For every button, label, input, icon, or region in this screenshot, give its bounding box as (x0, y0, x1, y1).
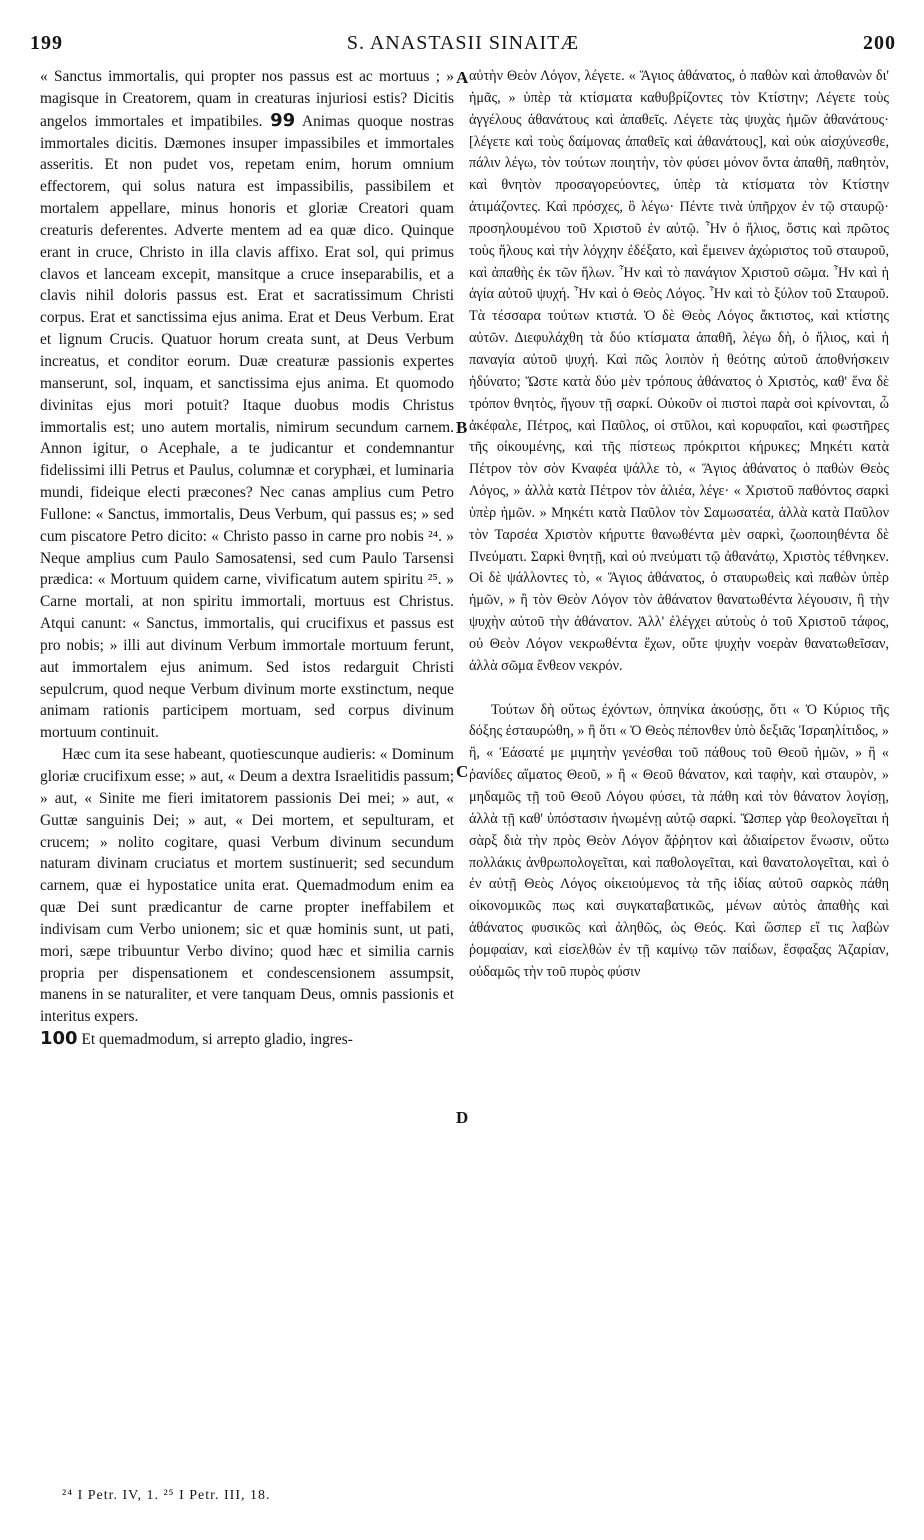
latin-text: Animas quoque nostras immortales dicitis. Dæmones insuper impassibiles et immortales asseritis. Et non pudet vos, repetam enim, horum omnium effectorem, qui solus natura est impassibilis, passibilem et mortalem appellare, minus honoris et gloriæ Creatori quam creaturis deferentes. Adverte mentem ad ea quæ dico. Quinque erant in cruce, Christo in illa clavis affixo. Erat sol, qui primus clavos et lanceam excepit, mansitque a cruce inseparabilis, et a clavis nihil doloris passus est. Erat et sacratissimum Christi corpus. Erat et sanctissima ejus anima. Erat et Deus Verbum. Erat et lignum Crucis. Quatuor horum creata sunt, at Deus Verbum increatus, et conditor eorum. Duæ creaturæ passionis expertes manserunt, sol, inquam, et sanctissima ejus anima. Et quomodo divinitas ejus mori potuit? Itaque duobus modis Christus immortalis est; uno autem mortalis, nimirum secundum carnem. Annon igitur, o Acephale, a te judicantur et condemnantur fidelissimi illi Petrus et Paulus, columnæ et coryphæi, et luminaria mundi, fideique electi præcones? Nec canas amplius cum Petro Fullone: « Sanctus, immortalis, Deus Verbum, qui passus es; » sed cum piscatore Petro dicito: « Christo passo in carne pro nobis ²⁴. » Neque amplius cum Paulo Samosatensi, sed cum Paulo Tarsensi prædica: « Mortuum quidem carne, vivificatum autem spiritu ²⁵. » Carne mortali, at non spiritu immortali, mortuus est Christus. Atqui canunt: « Sanctus, immortalis, qui crucifixus et passus est pro nobis; » illi aut divinum Verbum immortale mortuum ferunt, aut immortalem ejus animum. Sed istos redarguit Christi sepulcrum, quod neque Verbum divinum morte exstinctum, neque animam rationis participem mortuam, sed corpus divinum mortuum continuit. (40, 112, 454, 742)
footnotes: ²⁴ I Petr. IV, 1. ²⁵ I Petr. III, 18. (62, 1488, 271, 1503)
running-title: S. ANASTASII SINAITÆ (346, 32, 580, 54)
latin-paragraph (40, 66, 454, 744)
latin-text: « Sanctus immortalis, qui propter nos passus est ac mortuus ; » magisque in Creatorem, quam in creaturas injuriosi estis? Dicitis angelos immortales et impatibiles. (40, 68, 454, 130)
margin-marker-a: A (456, 68, 469, 87)
greek-column (469, 66, 889, 984)
section-number: 99 (270, 109, 296, 131)
page-number-left: 199 (30, 32, 63, 54)
section-number: 100 (40, 1028, 78, 1050)
margin-marker-c: C (456, 762, 469, 781)
latin-paragraph: Hæc cum ita sese habeant, quotiescunque audieris: « Dominum gloriæ crucifixum esse; » aut, « Deum a dextra Israelitidis passum; » aut, « Sinite me fieri imitatorem passionis Dei mei; » aut, « Guttæ sanguinis Dei; » aut, « Dei mortem, et sepulturam, et crucem; » nolito cogitare, quasi Verbum divinum secundum naturam divinam cruciatus et mortem sustinuerit; sed secundum carnem, quæ ei hypostatice unita erat. Quemadmodum enim ea quæ Dei sunt prædicantur de carne propter ineffabilem et indivisam cum Verbo unionem; sic et quæ hominis sunt, ut pati, mori, sæpe tribuuntur Verbo divino; quod hæc et similia carnis propria per dispensationem et condescensionem assumpsit, manens in se naturaliter, et vere tanquam Deus, omnis passionis et interitus expers. (40, 746, 454, 1026)
margin-marker-b: B (456, 418, 468, 437)
paragraph-gap (469, 678, 889, 700)
page-number-right: 200 (863, 32, 896, 54)
latin-column (40, 66, 454, 1051)
latin-paragraph (40, 1028, 454, 1051)
greek-paragraph: αὐτὴν Θεὸν Λόγον, λέγετε. « Ἅγιος ἀθάνατος, ὁ παθὼν καὶ ἀποθανὼν δι' ἡμᾶς, » ὑπὲρ τὰ κτίσματα καθυβρίζοντες τὸν Κτίστην; Λέγετε τοὺς ἀγγέλους ἀθανάτους καὶ ἀπαθεῖς. Λέγετε τὰς ψυχὰς ἡμῶν ἀθανάτους· [λέγετε καὶ τοὺς δαίμονας ἀπαθεῖς καὶ ἀθανάτους], καὶ οὐκ αἰσχύνεσθε, πάλιν λέγω, τὸν τούτων ποιητὴν, τὸν φύσει μόνον ὄντα ἀπαθῆ, παθητὸν, καὶ θνητὸν προσαγορεύοντες, ὑπὲρ τὰ κτίσματα τὸν Κτίστην ἀτιμάζοντες. Καὶ πρόσχες, ὃ λέγω· Πέντε τινὰ ὑπῆρχον ἐν τῷ σταυρῷ· προσηλουμένου τοῦ Χριστοῦ ἐν αὐτῷ. Ἦν ὁ ἥλιος, ὅστις καὶ πρῶτος τοὺς ἥλους καὶ τὴν λόγχην ἐδέξατο, καὶ ἔμεινεν ἀχώριστος τοῦ σταυροῦ, καὶ ἀπαθὴς ἐκ τῶν ἥλων. Ἦν καὶ τὸ πανάγιον Χριστοῦ σῶμα. Ἦν καὶ ἡ ἁγία αὐτοῦ ψυχή. Ἦν καὶ ὁ Θεὸς Λόγος. Ἦν καὶ τὸ ξύλον τοῦ Σταυροῦ. Τὰ τέσσαρα τούτων κτιστά. Ὁ δὲ Θεὸς Λόγος ἄκτιστος, καὶ κτίστης αὐτῶν. Διεφυλάχθη τὰ δύο κτίσματα ἀπαθῆ, λέγω δὴ, ὁ ἥλιος, καὶ ἡ παναγία αὐτοῦ ψυχή. Καὶ πῶς λοιπὸν ἡ θεότης αὐτοῦ ἀποθνήσκειν ἠδύνατο; Ὥστε κατὰ δύο μὲν τρόπους ἀθάνατος ὁ Χριστὸς, καθ' ἕνα δὲ τρόπον θνητὸς, ἤγουν τῇ σαρκί. Οὐκοῦν οἱ πιστοὶ παρὰ σοὶ κρίνονται, ὦ ἀκέφαλε, Πέτρος, καὶ Παῦλος, οἱ στῦλοι, καὶ κορυφαῖοι, καὶ φωστῆρες τῆς οἰκουμένης, καὶ τῆς πίστεως πρόκριτοι κήρυκες; Μηκέτι κατὰ Πέτρον τὸν σὸν Κναφέα ψάλλε τὸ, « Ἅγιος ἀθάνατος ὁ παθὼν Θεὸς Λόγος, » ἀλλὰ κατὰ Πέτρον τὸν ἁλιέα, λέγε· « Χριστοῦ παθόντος σαρκὶ ὑπὲρ ἡμῶν. » Μηκέτι κατὰ Παῦλον τὸν Σαμωσατέα, ἀλλὰ κατὰ Παῦλον τὸν Ταρσέα Χριστὸν κήρυττε θανωθέντα μὲν σαρκὶ, ζωοποιηθέντα δὲ Πνεύματι. Σαρκὶ θνητῇ, καὶ οὐ πνεύματι τῷ ἀθανάτῳ, Χριστὸς τέθνηκεν. Οἱ δὲ ψάλλοντες τὸ, « Ἅγιος ἀθάνατος, ὁ σταυρωθεὶς καὶ παθὼν ὑπὲρ ἡμῶν, » ἢ τὸν Θεὸν Λόγον τὸν ἀθάνατον θανατωθέντα λέγουσιν, ἢ τὴν ψυχὴν αὐτοῦ τὴν ἀθάνατον. Ἀλλ' ἐλέγχει αὐτοὺς ὁ τοῦ Χριστοῦ τάφος, οὐ Θεὸν Λόγον νεκρωθέντα ἔχων, οὔτε ψυχὴν νοερὰν θανατωθεῖσαν, ἀλλὰ σῶμα ἔνθεον νεκρόν. (469, 68, 889, 674)
margin-marker-d: D (456, 1108, 469, 1127)
greek-paragraph: Τούτων δὴ οὕτως ἐχόντων, ὁπηνίκα ἀκούσῃς, ὅτι « Ὁ Κύριος τῆς δόξης ἐσταυρώθη, » ἢ ὅτι « Ὁ Θεὸς πέπονθεν ὑπὸ δεξιᾶς Ἰσραηλίτιδος, » ἢ, « Ἐάσατέ με μιμητὴν γενέσθαι τοῦ πάθους τοῦ Θεοῦ ἡμῶν, » ἢ « ῥανίδες αἵματος Θεοῦ, » ἢ « Θεοῦ θάνατον, καὶ ταφὴν, καὶ σταυρὸν, » μηδαμῶς τῇ τοῦ Θεοῦ Λόγου φύσει, τὰ πάθη καὶ τὸν θάνατον λογίσῃ, ἀλλὰ τῇ καθ' ὑπόστασιν ἡνωμένῃ αὐτῷ σαρκί. Ὥσπερ γὰρ θεολογεῖται ἡ σὰρξ διὰ τὴν πρὸς Θεὸν Λόγον ἄῤῥητον καὶ ἀδιαίρετον ἕνωσιν, οὕτω πολλάκις ἀνθρωπολογεῖται, καὶ παθολογεῖται, καὶ θανατολογεῖται, καὶ ὁ ἐν αὐτῇ Θεὸς Λόγος οἰκειούμενος τὰ τῆς ἰδίας αὐτοῦ σαρκὸς πάθη οἰκονομικῶς πως καὶ συγκαταβατικῶς, μένων αὐτὸς ἀπαθὴς καὶ ἀθάνατος φυσικῶς καὶ ἀληθῶς, ὡς Θεός. Καὶ ὥσπερ εἴ τις λαβὼν ῥομφαίαν, καὶ εἰσελθὼν ἐν τῇ καμίνῳ τῶν παίδων, ἔσφαξας Ἀζαρίαν, οὐδαμῶς τὴν τοῦ πυρὸς φύσιν (469, 701, 889, 980)
page-header (30, 32, 896, 62)
latin-text: Et quemadmodum, si arrepto gladio, ingres- (81, 1031, 353, 1049)
